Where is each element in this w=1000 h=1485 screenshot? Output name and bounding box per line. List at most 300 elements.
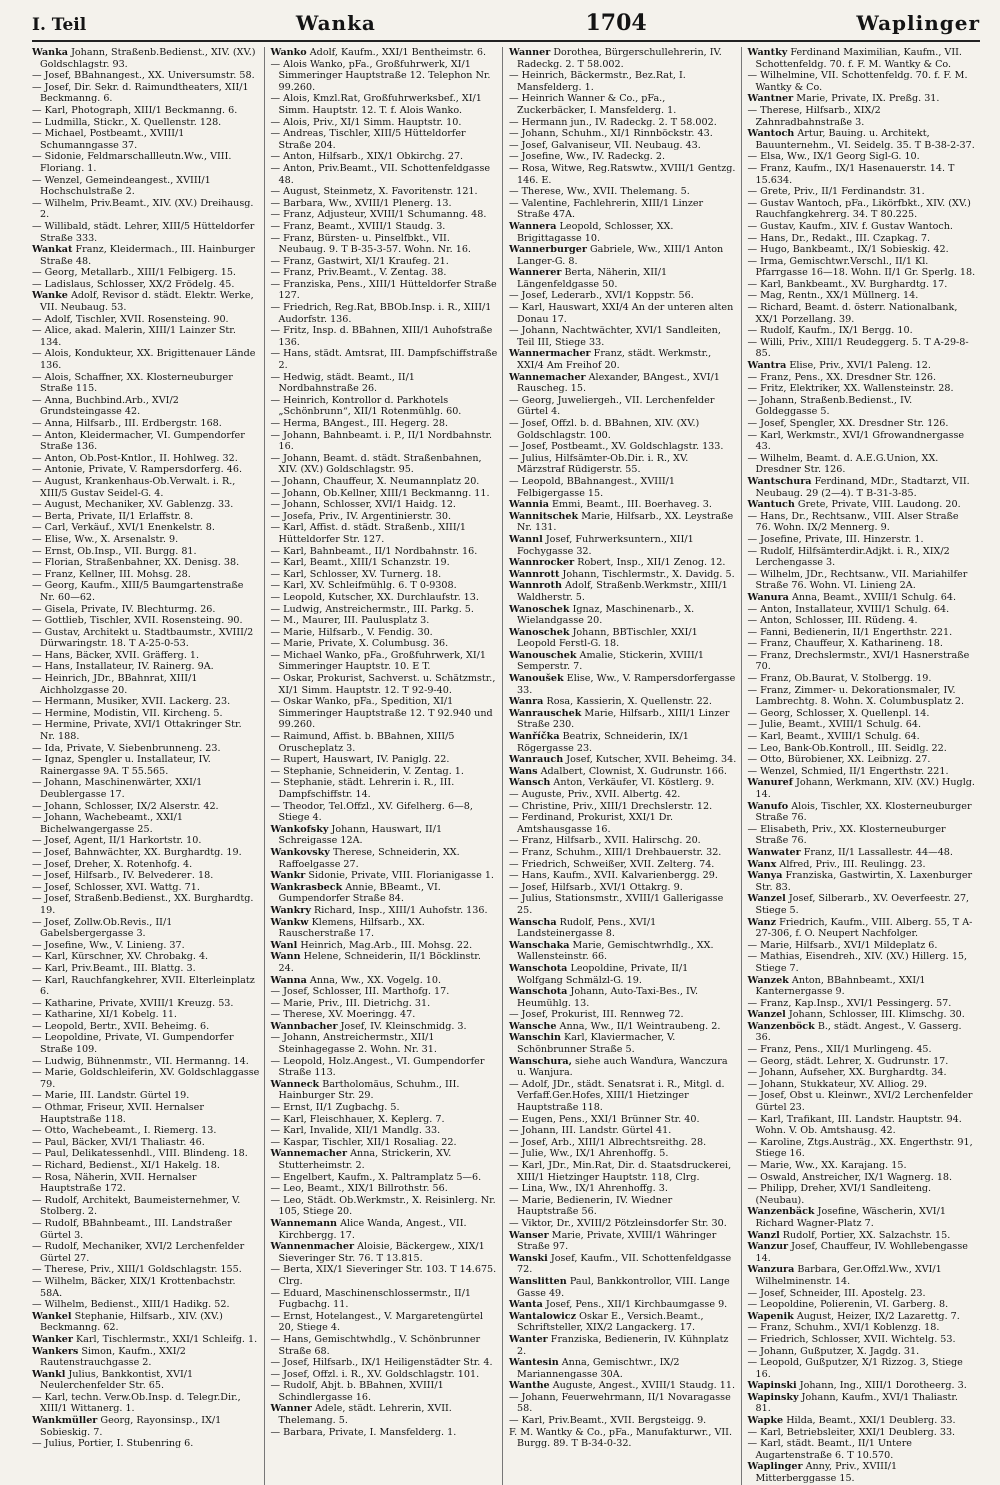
- entry-text: — Hermann, Musiker, XVII. Lackerg. 23.: [32, 696, 231, 708]
- directory-entry: [748, 685, 977, 708]
- entry-text: — Josef, Hilfsarb., XVI/1 Ottakrg. 9.: [509, 881, 683, 893]
- entry-text: — Karl, Werkmstr., XVI/1 Gfrowandnergasse 43.: [747, 429, 965, 453]
- entry-text: — Johann, Stukkateur, XV. Alliog. 29.: [747, 1078, 928, 1090]
- entry-text: Johann, Schlosser, III. Klimschg. 30.: [788, 1009, 965, 1021]
- entry-surname: Wannemacher: [270, 1148, 348, 1160]
- directory-entry: [748, 766, 977, 778]
- directory-entry: [748, 290, 977, 302]
- entry-text: — Alois Wanko, pFa., Großfuhrwerk, XI/1 Simmeringer Hauptstraße 12. Telephon Nr. 99.260.: [270, 58, 491, 93]
- entry-surname: Wanříčka: [509, 731, 560, 743]
- entry-text: — Hans, Bäcker, XVII. Gräfferg. 1.: [32, 649, 200, 661]
- entry-surname: Wantschura: [747, 475, 812, 487]
- directory-entry: [271, 209, 499, 221]
- entry-text: — Hans, Gemischtwhdlg., V. Schönbrunner Straße 68.: [270, 1333, 481, 1357]
- entry-text: — Franz, Schuhm., XIII/1 Drehbauerstr. 32.: [509, 846, 722, 858]
- entry-surname: Wankers: [32, 1345, 79, 1357]
- entry-surname: Wanner: [509, 47, 551, 58]
- entry-text: — Sidonie, Feldmarschallleutn.Ww., VIII. Floriang. 1.: [32, 151, 232, 174]
- entry-text: Richard, Insp., XIII/1 Auhofstr. 136.: [313, 904, 488, 916]
- entry-text: — Karl, Bankbeamt., XV. Burghardtg. 17.: [747, 278, 948, 290]
- entry-text: — Ignaz, Spengler u. Installateur, IV. Rainergasse 9A. T 55.565.: [32, 754, 211, 777]
- entry-text: — Karl, Bahnbeamt., II/1 Nordbahnstr. 16.: [270, 545, 478, 557]
- directory-entry: [32, 198, 260, 221]
- directory-entry: [32, 82, 260, 105]
- entry-surname: Wannrocker: [509, 557, 575, 569]
- column-3: [509, 47, 742, 1485]
- directory-entry: [271, 847, 499, 870]
- directory-entry: [32, 47, 260, 70]
- directory-entry: [271, 615, 499, 627]
- entry-text: — Franz, Hilfsarb., XVII. Halirschg. 20.: [509, 835, 701, 847]
- entry-text: — Marie, Private, X. Columbusg. 36.: [270, 638, 449, 650]
- entry-text: — Adolf, Tischler, XVII. Rosensteing. 90.: [32, 313, 229, 325]
- directory-entry: [32, 580, 260, 603]
- directory-entry: [32, 975, 260, 998]
- entry-surname: Wantuch: [747, 499, 795, 511]
- directory-entry: [748, 244, 977, 256]
- entry-text: — Theodor, Tel.Offzl., XV. Gifelherg. 6—8, Stiege 4.: [270, 800, 473, 824]
- directory-entry: [748, 256, 977, 279]
- directory-entry: [271, 151, 499, 163]
- directory-entry: [748, 325, 977, 337]
- entry-text: — Antonie, Private, V. Rampersdorferg. 46.: [32, 464, 243, 476]
- directory-entry: [271, 557, 499, 569]
- directory-entry: [748, 1392, 977, 1415]
- entry-text: — Gottlieb, Tischler, XVII. Rosensteing. 90.: [32, 615, 243, 627]
- entry-text: — Lina, Ww., IX/1 Ahrenhoffg. 3.: [509, 1183, 668, 1195]
- entry-text: Georg, Rayonsinsp., IX/1 Sobieskig. 7.: [40, 1415, 222, 1438]
- directory-entry: [748, 511, 977, 534]
- directory-entry: [32, 244, 260, 267]
- directory-entry: [748, 1160, 977, 1172]
- directory-entry: [748, 917, 977, 940]
- entry-text: — Julius, Portier, I. Stubenring 6.: [32, 1438, 194, 1450]
- directory-entry: [32, 569, 260, 581]
- entry-text: — Anton, Kleidermacher, VI. Gumpendorfer Straße 136.: [32, 429, 245, 453]
- entry-text: Beatrix, Schneiderin, IX/1 Rögergasse 23.: [517, 731, 689, 754]
- entry-text: Elise, Ww., V. Rampersdorfergasse 33.: [517, 673, 736, 696]
- entry-surname: Wankl: [32, 1368, 66, 1380]
- entry-text: Franziska, Gastwirtin, X. Laxenburger Str. 83.: [755, 870, 973, 893]
- entry-surname: Wankr: [270, 870, 306, 882]
- entry-text: Alfred, Priv., III. Reulingg. 23.: [779, 858, 926, 870]
- directory-entry: [748, 1357, 977, 1380]
- entry-text: — Leopold, Gußputzer, X/1 Rizzog. 3, Stiege 16.: [747, 1357, 963, 1380]
- directory-entry: [271, 256, 499, 268]
- directory-entry: [509, 198, 737, 221]
- directory-entry: [748, 940, 977, 952]
- entry-text: Paul, Bankkontrollor, VIII. Lange Gasse 49.: [517, 1275, 730, 1299]
- entry-text: — Karl, Affist. d. städt. Straßenb., XIII/1 Hütteldorfer Str. 127.: [270, 522, 466, 545]
- entry-text: Grete, Private, VIII. Laudong. 20.: [797, 499, 961, 511]
- entry-text: Berta, Näherin, XII/1 Längenfeldgasse 50.: [517, 267, 668, 290]
- entry-text: — Josef, Prokurist, III. Rennweg 72.: [509, 1009, 684, 1021]
- entry-text: — Karl, Beamt., XVIII/1 Schulg. 64.: [747, 731, 920, 743]
- entry-text: — Fanni, Bedienerin, II/1 Engerthstr. 221.: [747, 626, 953, 638]
- entry-text: — Leopold, BBahnangest., XVIII/1 Felbigergasse 15.: [509, 475, 675, 499]
- section-label: I. Teil: [32, 15, 87, 35]
- entry-text: — Marie, Hilfsarb., XVI/1 Mildeplatz 6.: [747, 939, 938, 951]
- directory-entry: [271, 650, 499, 673]
- entry-text: Bartholomäus, Schuhm., III. Hainburger Str. 29.: [278, 1078, 460, 1102]
- directory-entry: [509, 557, 737, 569]
- column-2: [271, 47, 504, 1485]
- directory-entry: [32, 627, 260, 650]
- entry-text: — Stephanie, städt. Lehrerin i. R., III. Dampfschiffstr. 14.: [270, 777, 455, 800]
- range-start-word: Wanka: [295, 11, 376, 35]
- entry-surname: Wanra: [509, 696, 544, 708]
- entry-text: Anton, Verkäufer, VI. Köstlerg. 9.: [553, 777, 715, 789]
- entry-text: — Julie, Ww., IX/1 Ahrenhoffg. 5.: [509, 1148, 669, 1160]
- directory-entry: [509, 221, 737, 244]
- entry-text: — Hans, Kaufm., XVII. Kalvarienbergg. 29.: [509, 870, 718, 882]
- directory-entry: [271, 940, 499, 952]
- directory-entry: [271, 488, 499, 500]
- directory-entry: [748, 673, 977, 685]
- entry-text: — Alois, Kmzl.Rat, Großfuhrwerksbef., XI/1 Simm. Hauptstr. 12. T. f. Alois Wanko.: [270, 93, 482, 116]
- directory-entry: [748, 418, 977, 430]
- directory-entry: [748, 1438, 977, 1461]
- entry-surname: Wantky: [747, 47, 788, 58]
- entry-text: — Rudolf, Mechaniker, XVI/2 Lerchenfelder Gürtel 27.: [32, 1241, 245, 1264]
- entry-surname: Wanner: [270, 1403, 312, 1415]
- directory-entry: [32, 430, 260, 453]
- entry-text: Leopoldine, Private, II/1 Wolfgang Schmälzl-G. 19.: [517, 962, 689, 986]
- entry-text: Adolf, Revisor d. städt. Elektr. Werke, VII. Neubaug. 53.: [40, 290, 254, 314]
- directory-entry: [271, 569, 499, 581]
- entry-text: — Alice, akad. Malerin, XIII/1 Lainzer Str. 134.: [32, 325, 236, 348]
- entry-text: — Hermine, Modistin, VII. Kircheng. 5.: [32, 707, 223, 719]
- entry-text: — Leo, Beamt., XIX/1 Billrothstr. 56.: [270, 1183, 448, 1195]
- entry-surname: Wanka: [32, 47, 68, 58]
- entry-text: — Oswald, Anstreicher, IX/1 Wagnerg. 18.: [747, 1171, 953, 1183]
- directory-entry: [32, 801, 260, 813]
- entry-text: — Mathias, Eisendreh., XIV. (XV.) Hillerg. 15, Stiege 7.: [747, 951, 968, 974]
- directory-entry: [509, 801, 737, 813]
- directory-entry: [748, 163, 977, 186]
- directory-entry: [748, 105, 977, 128]
- directory-entry: [271, 430, 499, 453]
- directory-entry: [32, 546, 260, 558]
- directory-entry: [32, 893, 260, 916]
- entry-text: — Stephanie, Schneiderin, V. Zentag. 1.: [270, 765, 464, 777]
- entry-text: Elise, Priv., XVI/1 Paleng. 12.: [789, 360, 931, 372]
- entry-text: — Josef, Obst u. Kleinwr., XVI/2 Lerchenfelder Gürtel 23.: [747, 1090, 973, 1114]
- directory-entry: [748, 1230, 977, 1242]
- entry-text: — Marie, Priv., III. Dietrichg. 31.: [270, 997, 431, 1009]
- entry-text: Josef, Chauffeur, IV. Wohllebengasse 14.: [755, 1241, 968, 1264]
- directory-entry: [509, 348, 737, 371]
- directory-entry: [748, 754, 977, 766]
- directory-entry: [32, 70, 260, 82]
- directory-entry: [509, 1021, 737, 1033]
- entry-text: — Hermine, Private, XVI/1 Ottakringer Str. Nr. 188.: [32, 719, 242, 743]
- directory-entry: [509, 1148, 737, 1160]
- entry-text: — Anton, Priv.Beamt., VII. Schottenfeldgasse 48.: [270, 162, 491, 186]
- entry-text: Franziska, Bedienerin, IV. Kühnplatz 2.: [517, 1333, 729, 1357]
- entry-surname: Wanscha: [509, 916, 557, 928]
- directory-entry: [748, 1009, 977, 1021]
- entry-text: Johann, Kaufm., XVI/1 Thaliastr. 81.: [755, 1391, 958, 1415]
- directory-entry: [748, 453, 977, 476]
- entry-text: — Leo, Bank-Ob.Kontroll., III. Seidlg. 22.: [747, 742, 947, 754]
- entry-surname: Wankofsky: [270, 823, 329, 835]
- directory-entry: [271, 1102, 499, 1114]
- entry-text: — Karl, Trafikant, III. Landstr. Hauptstr. 94. Wohn. V. Ob. Amtshausg. 42.: [747, 1113, 962, 1137]
- entry-text: — Josef, Dir. Sekr. d. Raimundtheaters, XII/1 Beckmanng. 6.: [32, 81, 249, 105]
- entry-text: Julius, Bankkontist, XVI/1 Neulerchenfelder Str. 65.: [40, 1368, 194, 1392]
- directory-entry: [271, 801, 499, 824]
- entry-text: — Rupert, Hauswart, IV. Paniglg. 22.: [270, 754, 450, 766]
- entry-text: — Johann, Gußputzer, X. Jagdg. 31.: [747, 1345, 920, 1357]
- entry-text: — Heinrich, JDr., BBahnrat, XIII/1 Aichholzgasse 20.: [32, 673, 198, 696]
- directory-entry: [509, 1125, 737, 1137]
- entry-text: Adolf, Kaufm., XXI/1 Bentheimstr. 6.: [309, 47, 487, 58]
- entry-text: — Franz, Kaufm., IX/1 Hasenauerstr. 14. T 15.634.: [747, 162, 955, 186]
- entry-text: — Gustav, Architekt u. Stadtbaumstr., XVIII/2 Dürwaringstr. 18. T A-25-0-53.: [32, 626, 254, 650]
- entry-text: — Franz, Kap.Insp., XVI/1 Pessingerg. 57.: [747, 997, 952, 1009]
- entry-text: — Heinrich, Bäckermstr., Bez.Rat, I. Mansfelderg. 1.: [509, 70, 686, 93]
- entry-surname: Wanura: [747, 591, 789, 603]
- entry-text: August, Heizer, IX/2 Lazarettg. 7.: [796, 1310, 960, 1322]
- entry-text: Johann, BBTischler, XXI/1 Leopold Ferstl-G. 18.: [517, 626, 698, 650]
- entry-surname: Wanrauschek: [509, 707, 582, 719]
- entry-text: — Anton, Hilfsarb., XIX/1 Obkirchg. 27.: [270, 151, 464, 163]
- directory-entry: [748, 302, 977, 325]
- entry-text: — Adolf, JDr., städt. Senatsrat i. R., Mitgl. d. Verfaff.Ger.Hofes, XIII/1 Hietzinger Hauptstraße 118.: [509, 1078, 725, 1114]
- entry-text: Ignaz, Maschinenarb., X. Wielandgasse 20.: [517, 603, 695, 627]
- directory-entry: [748, 893, 977, 916]
- directory-entry: [32, 777, 260, 800]
- entry-text: Marie, Hilfsarb., XX. Leystraße Nr. 131.: [517, 510, 734, 534]
- entry-text: — Anna, Hilfsarb., III. Erdbergstr. 168.: [32, 418, 222, 429]
- entry-text: — Ernst, II/1 Zugbachg. 5.: [270, 1102, 400, 1114]
- directory-entry: [509, 1357, 737, 1380]
- directory-entry: [748, 638, 977, 650]
- entry-text: — Anton, Installateur, XVIII/1 Schulg. 64.: [747, 603, 950, 615]
- entry-text: Dorothea, Bürgerschullehrerin, IV. Radeckg. 2. T 58.002.: [517, 47, 722, 70]
- entry-text: — Carl, Verkäuf., XVI/1 Enenkelstr. 8.: [32, 522, 215, 534]
- directory-entry: [271, 1009, 499, 1021]
- directory-entry: [271, 627, 499, 639]
- directory-entry: [509, 673, 737, 696]
- entry-text: — Franz, Zimmer- u. Dekorationsmaler, IV. Lambrechtg. 8. Wohn. X. Columbusplatz 2.: [747, 684, 965, 708]
- directory-entry: [509, 1137, 737, 1149]
- entry-text: — Wenzel, Schmied, II/1 Engerthstr. 221.: [747, 765, 949, 777]
- entry-text: — Marie, Bedienerin, IV. Wiedner Hauptstraße 56.: [509, 1194, 673, 1218]
- directory-entry: [271, 1369, 499, 1381]
- directory-entry: [32, 835, 260, 847]
- directory-entry: [32, 267, 260, 279]
- entry-text: — Wilhelm, Bäcker, XIX/1 Krottenbachstr. 58A.: [32, 1275, 236, 1299]
- entry-text: — Engelbert, Kaufm., X. Paltramplatz 5—6.: [270, 1171, 482, 1183]
- entry-text: — Josef, Offzl. b. d. BBahnen, XIV. (XV.) Goldschlagstr. 100.: [509, 418, 700, 441]
- entry-surname: Wannermacher: [509, 348, 591, 360]
- entry-surname: Wanneck: [270, 1078, 320, 1090]
- directory-entry: [748, 1056, 977, 1068]
- entry-surname: Wanna: [270, 974, 307, 986]
- entry-text: siehe auch Wanďura, Wanczura u. Wanjura.: [517, 1055, 728, 1079]
- entry-text: Klemens, Hilfsarb., XX. Rauscherstraße 17.: [278, 916, 425, 940]
- entry-text: — Karoline, Ztgs.Austräg., XX. Engerthstr. 91, Stiege 16.: [747, 1136, 973, 1160]
- directory-entry: [271, 1241, 499, 1264]
- entry-surname: Wankw: [270, 916, 309, 928]
- entry-text: — Johann, Anstreichermstr., XII/1 Steinhagegasse 2. Wohn. Nr. 31.: [270, 1032, 437, 1056]
- directory-entry: [509, 731, 737, 754]
- directory-entry: [32, 1241, 260, 1264]
- entry-surname: Wapenik: [747, 1310, 794, 1322]
- entry-text: — Wenzel, Gemeindeangest., XVIII/1 Hochschulstraße 2.: [32, 174, 211, 198]
- entry-surname: Wannitschek: [509, 510, 579, 522]
- directory-entry: [271, 1264, 499, 1287]
- directory-entry: [32, 673, 260, 696]
- directory-entry: [32, 325, 260, 348]
- entry-text: — Josef, Arb., XIII/1 Albrechtsreithg. 28.: [509, 1136, 707, 1148]
- entry-text: — Ludwig, Anstreichermstr., III. Parkg. 5.: [270, 603, 474, 615]
- directory-entry: [271, 1357, 499, 1369]
- entry-surname: Wansch: [509, 777, 551, 789]
- entry-text: — August, Mechaniker, XV. Gablenzg. 33.: [32, 499, 234, 511]
- entry-text: — Karl, Betriebsleiter, XXI/1 Deublerg. 33.: [747, 1426, 956, 1438]
- entry-text: — Leopoldine, Polierenin, VI. Garberg. 8.: [747, 1299, 949, 1311]
- page-header: [32, 10, 980, 42]
- entry-surname: Wanter: [509, 1333, 548, 1345]
- directory-entry: [32, 998, 260, 1010]
- entry-text: — August, Krankenhaus-Ob.Verwalt. i. R., XIII/5 Gustav Seidel-G. 4.: [32, 475, 236, 499]
- directory-entry: [748, 372, 977, 384]
- directory-entry: [748, 70, 977, 93]
- entry-text: — Josef, Schneider, III. Apostelg. 23.: [747, 1287, 926, 1299]
- directory-entry: [32, 1137, 260, 1149]
- entry-surname: Wannrott: [509, 568, 560, 580]
- entry-text: Josef, Pens., XII/1 Kirchbaumgasse 9.: [545, 1299, 728, 1311]
- directory-entry: [748, 395, 977, 418]
- entry-text: — Hermann jun., IV. Radeckg. 2. T 58.002.: [509, 116, 717, 128]
- entry-text: — Valentine, Fachlehrerin, XIII/1 Linzer Straße 47A.: [509, 197, 704, 221]
- directory-entry: [32, 661, 260, 673]
- entry-text: — Georg, Juweliergeh., VII. Lerchenfelder Gürtel 4.: [509, 394, 715, 418]
- entry-text: — Gustav, Kaufm., XIV. f. Gustav Wantoch.: [747, 220, 953, 232]
- directory-entry: [271, 279, 499, 302]
- entry-text: Anton, BBahnbeamt., XXI/1 Kanternergasse 9.: [755, 974, 926, 998]
- entry-text: Ferdinand, MDr., Stadtarzt, VII. Neubaug. 29 (2—4). T B-31-3-85.: [755, 475, 970, 499]
- directory-entry: [748, 1346, 977, 1358]
- directory-entry: [748, 337, 977, 360]
- entry-text: — Otto, Wachebeamt., I. Riemerg. 13.: [32, 1125, 217, 1137]
- entry-surname: Wankovsky: [270, 846, 330, 858]
- directory-entry: [32, 557, 260, 569]
- directory-entry: [509, 1114, 737, 1126]
- entry-text: — Ernst, Hotelangest., V. Margaretengürtel 20, Stiege 4.: [270, 1310, 483, 1334]
- entry-text: — Johann, Beamt. d. städt. Straßenbahnen, XIV. (XV.) Goldschlagstr. 95.: [270, 452, 482, 476]
- entry-surname: Wansche: [509, 1020, 557, 1032]
- entry-text: — Wilhelm, JDr., Rechtsanw., VII. Mariahilfer Straße 76. Wohn. VI. Linieng 2A.: [747, 568, 968, 592]
- directory-entry: [32, 1160, 260, 1172]
- entry-text: Stephanie, Hilfsarb., XIV. (XV.) Beckmanng. 62.: [40, 1310, 223, 1334]
- entry-text: Marie, Private, IX. Preßg. 31.: [796, 93, 940, 105]
- directory-entry: [748, 383, 977, 395]
- entry-text: — Hedwig, städt. Beamt., II/1 Nordbahnstraße 26.: [270, 371, 415, 395]
- entry-text: — Therese, Priv., XIII/1 Goldschlagstr. 155.: [32, 1264, 242, 1276]
- directory-entry: [32, 453, 260, 465]
- entry-text: Barbara, Ger.Offzl.Ww., XVI/1 Wilhelminenstr. 14.: [755, 1264, 942, 1287]
- entry-text: — Raimund, Affist. b. BBahnen, XIII/5 Oruscheplatz 3.: [270, 731, 455, 754]
- directory-entry: [32, 1346, 260, 1369]
- directory-entry: [32, 951, 260, 963]
- entry-text: — Franz, Priv.Beamt., V. Zentag. 38.: [270, 267, 447, 279]
- directory-entry: [748, 360, 977, 372]
- directory-entry: [32, 940, 260, 952]
- directory-entry: [32, 696, 260, 708]
- directory-entry: [748, 1461, 977, 1484]
- directory-entry: [509, 882, 737, 894]
- entry-surname: Wanta: [509, 1299, 543, 1311]
- directory-entry: [509, 708, 737, 731]
- entry-text: — Josef, Dreher, X. Rotenhofg. 4.: [32, 858, 193, 870]
- directory-entry: [509, 163, 737, 186]
- entry-surname: Wanschura,: [509, 1055, 572, 1067]
- entry-text: Ferdinand Maximilian, Kaufm., VII. Schottenfeldg. 70. f. F. M. Wantky & Co.: [755, 47, 962, 70]
- directory-entry: [32, 464, 260, 476]
- entry-surname: Wanser: [509, 1229, 549, 1241]
- entry-text: — Fritz, Insp. d. BBahnen, XIII/1 Auhofstraße 136.: [270, 325, 493, 348]
- directory-entry: [748, 801, 977, 824]
- directory-entry: [748, 1172, 977, 1184]
- entry-text: — Julius, Hilfsämter-Ob.Dir. i. R., XV. Märzstraf Rüdigerstr. 55.: [509, 452, 689, 476]
- directory-entry: [509, 1009, 737, 1021]
- directory-entry: [271, 777, 499, 800]
- entry-text: — Johann, Chauffeur, X. Neumannplatz 20.: [270, 475, 480, 487]
- entry-text: Leopold, Schlosser, XX. Brigittagasse 10.: [517, 220, 674, 244]
- entry-text: Josefine, Wäscherin, XVI/1 Richard Wagner-Platz 7.: [755, 1206, 946, 1229]
- directory-entry: [32, 859, 260, 871]
- directory-entry: [271, 163, 499, 186]
- entry-text: — Karl, Rauchfangkehrer, XVII. Elterleinplatz 6.: [32, 974, 255, 998]
- directory-entry: [509, 627, 737, 650]
- entry-text: — Katharine, Private, XVIII/1 Kreuzg. 53.: [32, 997, 234, 1009]
- entry-text: — Karl, Invalide, XII/1 Mandlg. 33.: [270, 1125, 441, 1137]
- directory-entry: [271, 117, 499, 129]
- entry-text: — Auguste, Priv., XVII. Albertg. 42.: [509, 789, 681, 800]
- entry-text: Josef, Fuhrwerksuntern., XII/1 Fochygasse 32.: [517, 533, 694, 557]
- entry-text: — Johann, Feuerwehrmann, II/1 Novaragasse 58.: [509, 1391, 731, 1415]
- directory-entry: [748, 650, 977, 673]
- entry-text: F. M. Wantky & Co., pFa., Manufakturwr., VII. Burgg. 89. T B-34-0-32.: [509, 1426, 733, 1450]
- entry-text: Simon, Kaufm., XXI/2 Rautenstrauchgasse 2.: [40, 1345, 186, 1369]
- entry-text: Robert, Insp., XII/1 Zenog. 12.: [577, 557, 726, 569]
- entry-surname: Wankat: [32, 244, 73, 256]
- entry-surname: Wanko: [270, 47, 307, 58]
- entry-text: — Alois, Schaffner, XX. Klosterneuburger Straße 115.: [32, 371, 233, 395]
- directory-entry: [509, 1160, 737, 1183]
- entry-text: — Andreas, Tischler, XIII/5 Hütteldorfer Straße 204.: [270, 128, 466, 151]
- entry-text: — Marie, III. Landstr. Gürtel 19.: [32, 1090, 190, 1102]
- directory-entry: [32, 1009, 260, 1021]
- directory-entry: [271, 233, 499, 256]
- directory-entry: [509, 70, 737, 93]
- directory-entry: [509, 499, 737, 511]
- entry-text: — Josef, Lederarb., XVI/1 Koppstr. 56.: [509, 290, 694, 302]
- entry-text: — Philipp, Dreher, XVI/1 Sandleiteng. (Neubau).: [747, 1183, 932, 1206]
- entry-surname: Wanl: [270, 939, 298, 951]
- directory-entry: [32, 754, 260, 777]
- directory-entry: [509, 1218, 737, 1230]
- entry-text: — Hans, Dr., Rechtsanw., VIII. Alser Straße 76. Wohn. IX/2 Mennerg. 9.: [747, 510, 959, 534]
- directory-entry: [271, 395, 499, 418]
- entry-text: — Rudolf, Hilfsämterdir.Adjkt. i. R., XIX/2 Lerchengasse 3.: [747, 545, 950, 569]
- directory-entry: [748, 731, 977, 743]
- entry-surname: Wanoušek: [509, 673, 564, 685]
